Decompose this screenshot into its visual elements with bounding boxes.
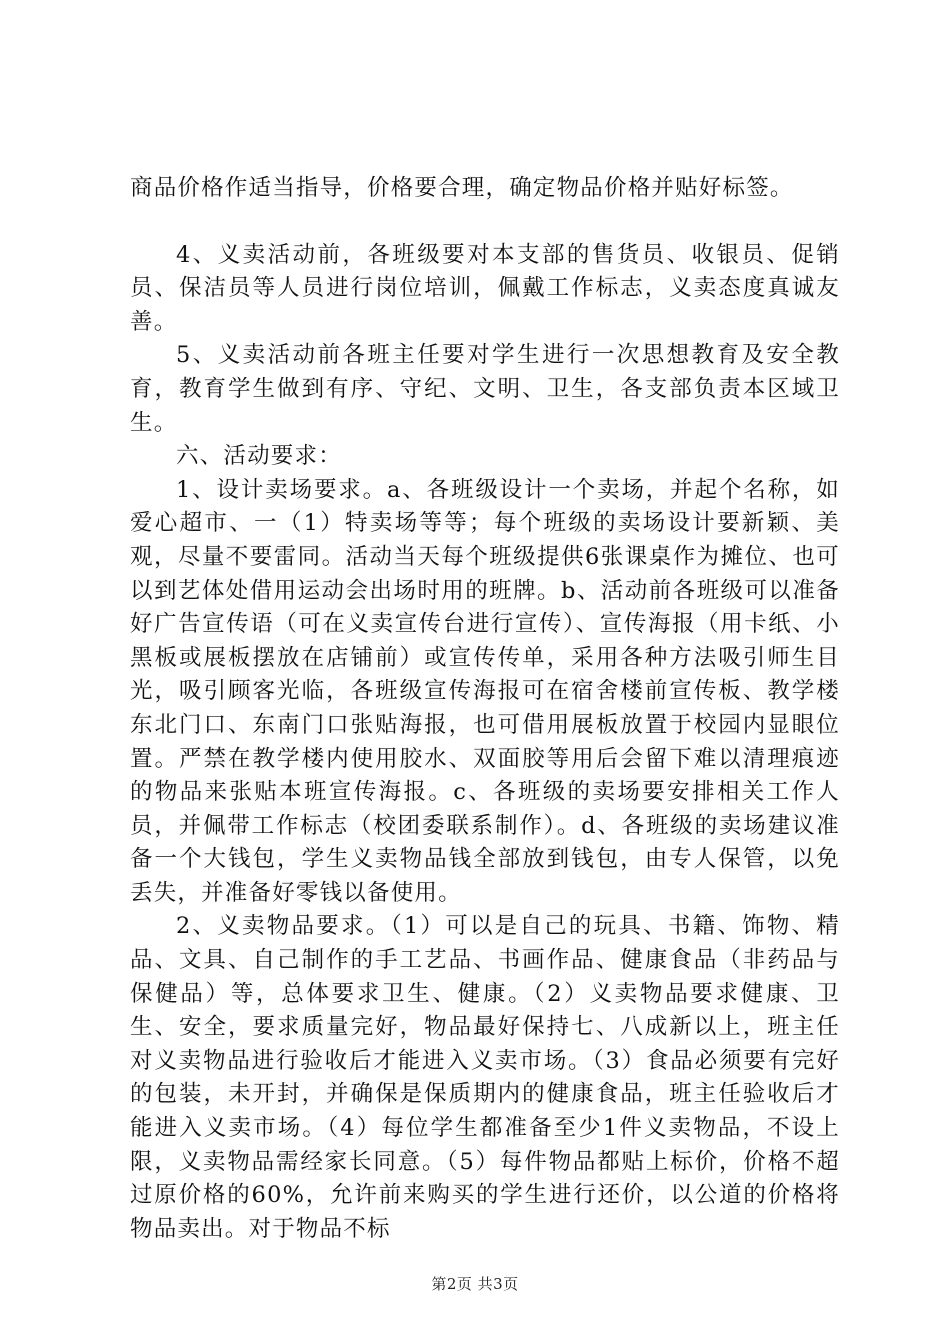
paragraph-stall-design: 1、设计卖场要求。a、各班级设计一个卖场，并起个名称，如爱心超市、一（1）特卖场等等；每个班级的卖场设计要新颖、美观，尽量不要雷同。活动当天每个班级提供6张课桌作为摊位、也可以到艺体处借用运动会出场时用的班牌。b、活动前各班级可以准备好广告宣传语（可在义卖宣传台进行宣传）、宣传海报（用卡纸、小黑板或展板摆放在店铺前）或宣传传单，采用各种方法吸引师生目光，吸引顾客光临，各班级宣传海报可在宿舍楼前宣传板、教学楼东北门口、东南门口张贴海报，也可借用展板放置于校园内显眼位置。严禁在教学楼内使用胶水、双面胶等用后会留下难以清理痕迹的物品来张贴本班宣传海报。c、各班级的卖场要安排相关工作人员，并佩带工作标志（校团委联系制作）。d、各班级的卖场建议准备一个大钱包，学生义卖物品钱全部放到钱包，由专人保管，以免丢失，并准备好零钱以备使用。 bbox=[130, 476, 840, 906]
continued-paragraph: 商品价格作适当指导，价格要合理，确定物品价格并贴好标签。 bbox=[130, 175, 794, 201]
paragraph-safety-education: 5、义卖活动前各班主任要对学生进行一次思想教育及安全教育，教育学生做到有序、守纪、文明、卫生，各支部负责本区域卫生。 bbox=[130, 342, 840, 436]
paragraph-staff-training: 4、义卖活动前，各班级要对本支部的售货员、收银员、促销员、保洁员等人员进行岗位培训，佩戴工作标志，义卖态度真诚友善。 bbox=[130, 241, 840, 335]
section-heading-requirements: 六、活动要求： bbox=[176, 443, 342, 470]
paragraph-item-requirements: 2、义卖物品要求。（1）可以是自己的玩具、书籍、饰物、精品、文具、自己制作的手工艺品、书画作品、健康食品（非药品与保健品）等，总体要求卫生、健康。（2）义卖物品要求健康、卫生、安全，要求质量完好，物品最好保持七、八成新以上，班主任对义卖物品进行验收后才能进入义卖市场。（3）食品必须要有完好的包装，未开封，并确保是保质期内的健康食品，班主任验收后才能进入义卖市场。（4）每位学生都准备至少1件义卖物品，不设上限，义卖物品需经家长同意。（5）每件物品都贴上标价，价格不超过原价格的60%，允许前来购买的学生进行还价，以公道的价格将物品卖出。对于物品不标 bbox=[130, 913, 840, 1242]
paragraph-spacer bbox=[130, 206, 840, 239]
page-number-footer: 第2页 共3页 bbox=[431, 1275, 519, 1293]
document-body bbox=[130, 172, 840, 1246]
